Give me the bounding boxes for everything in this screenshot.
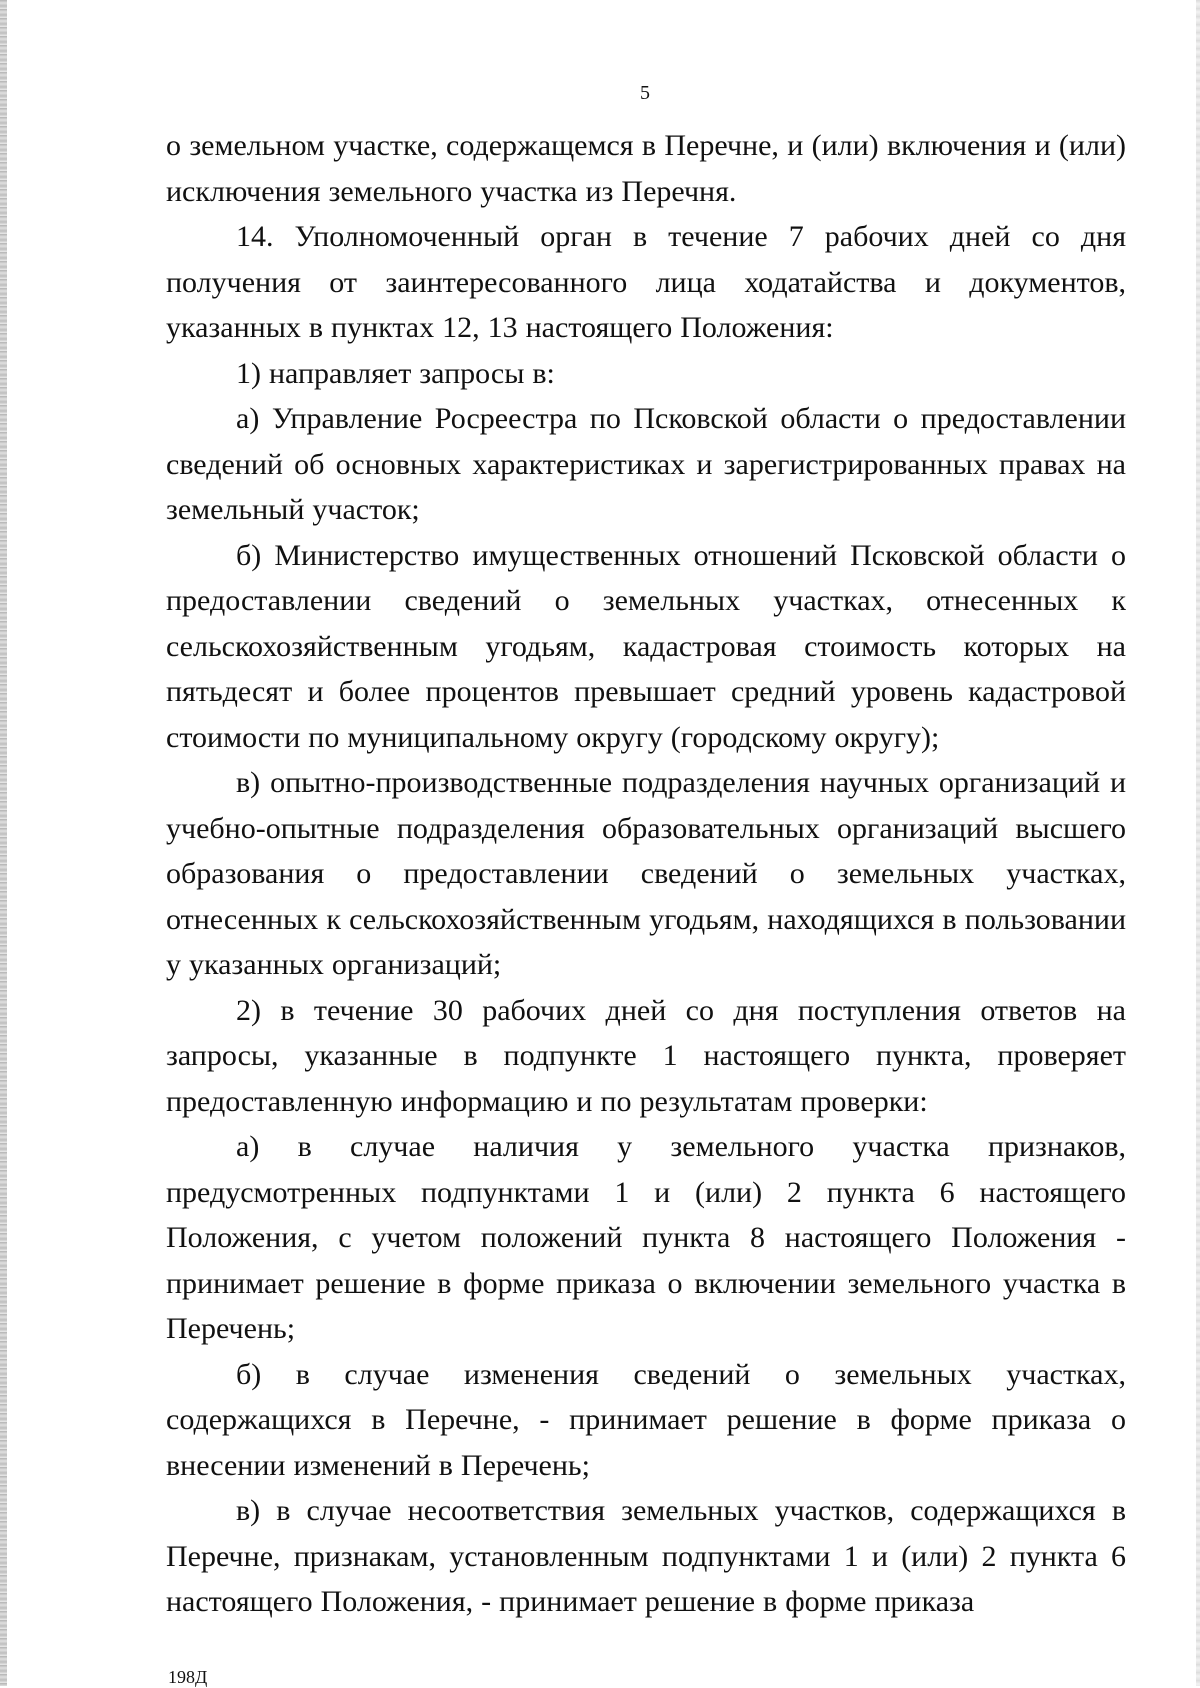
document-body [166, 123, 1126, 1625]
paragraph-item-2: 2) в течение 30 рабочих дней со дня поступления ответов на запросы, указанные в подпункте 1 настоящего пункта, проверяет предоставленную информацию и по результатам проверки: [166, 993, 1126, 1118]
paragraph-item-1b: б) Министерство имущественных отношений Псковской области о предоставлении сведений о земельных участках, отнесенных к сельскохозяйственным угодьям, кадастровая стоимость которых на пятьдесят и более процентов превышает средний уровень кадастровой стоимости по муниципальному округу (городскому округу); [166, 538, 1126, 754]
footer-code: 198Д [168, 1667, 208, 1687]
page-number: 5 [640, 82, 650, 104]
paragraph-item-1a: а) Управление Росреестра по Псковской области о предоставлении сведений об основных характеристиках и зарегистрированных правах на земельный участок; [166, 402, 1126, 526]
paragraph-item-2b: б) в случае изменения сведений о земельных участках, содержащихся в Перечне, - принимает решение в форме приказа о внесении изменений в Перечень; [166, 1357, 1126, 1482]
paragraph-item-1c: в) опытно-производственные подразделения научных организаций и учебно-опытные подразделения образовательных организаций высшего образования о предоставлении сведений о земельных участках, отнесенных к сельскохозяйственным угодьям, находящихся в пользовании у указанных организаций; [166, 766, 1126, 981]
paragraph-item-2a: а) в случае наличия у земельного участка признаков, предусмотренных подпунктами 1 и (или) 2 пункта 6 настоящего Положения, с учетом положений пункта 8 настоящего Положения - принимает решение в форме приказа о включении земельного участка в Перечень; [166, 1130, 1126, 1345]
paragraph-item-2c: в) в случае несоответствия земельных участков, содержащихся в Перечне, признакам, установленным подпунктами 1 и (или) 2 пункта 6 настоящего Положения, - принимает решение в форме приказа [166, 1494, 1126, 1618]
paragraph-continuation: о земельном участке, содержащемся в Перечне, и (или) включения и (или) исключения земельного участка из Перечня. [166, 129, 1126, 208]
scan-edge-right [1196, 0, 1200, 1686]
paragraph-clause-14: 14. Уполномоченный орган в течение 7 рабочих дней со дня получения от заинтересованного лица ходатайства и документов, указанных в пунктах 12, 13 настоящего Положения: [166, 220, 1126, 344]
scan-edge-left [0, 0, 7, 1686]
paragraph-item-1: 1) направляет запросы в: [236, 356, 555, 390]
